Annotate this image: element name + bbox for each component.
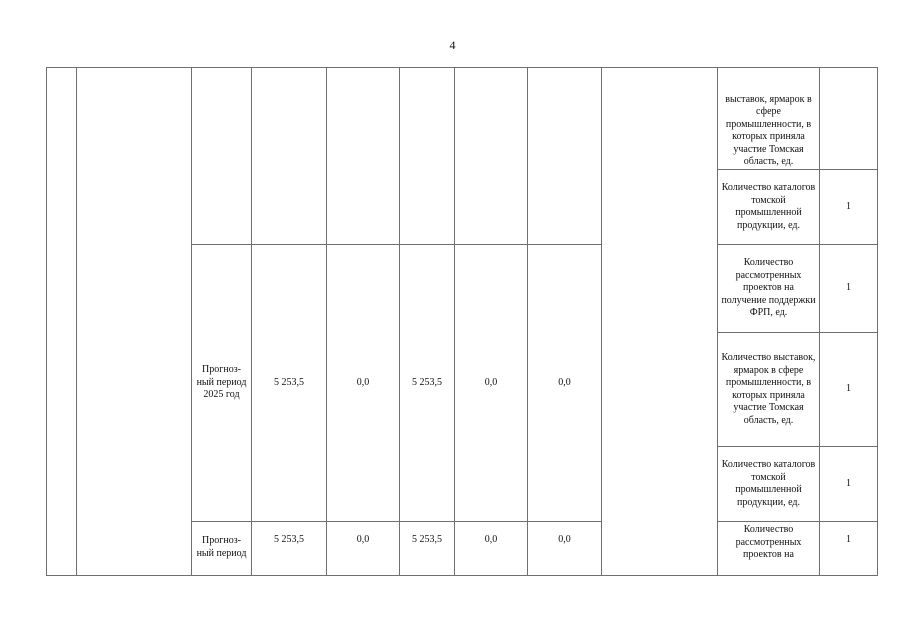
value-cell <box>455 245 528 522</box>
value: 0,0 <box>558 376 571 388</box>
indicator-value-cell <box>820 68 878 170</box>
period-label: Прогноз-ный период 2025 год <box>196 364 247 401</box>
value-cell <box>400 245 455 522</box>
indicator-exhibitions: Количество выставок, ярмарок в сфере промышленности, в которых приняла участие Томская область, ед. <box>721 352 816 426</box>
value-cell <box>528 522 602 576</box>
indicator-projects-cell <box>718 245 820 333</box>
page-number: 4 <box>449 38 456 52</box>
value-cell <box>455 68 528 245</box>
indicator-catalogs-cell <box>718 170 820 245</box>
total-value: 5 253,5 <box>274 376 304 388</box>
value: 0,0 <box>356 376 370 388</box>
value-cell <box>327 522 400 576</box>
indicator-value: 1 <box>846 200 851 212</box>
program-table <box>46 67 878 576</box>
indicator-cell <box>718 68 820 170</box>
total-cell <box>252 245 327 522</box>
period-label: Прогноз-ный период <box>196 535 247 559</box>
total-value: 5 253,5 <box>274 534 304 545</box>
value-cell <box>528 245 602 522</box>
value: 5 253,5 <box>412 376 442 388</box>
col-number-cell <box>47 68 77 576</box>
indicator-catalogs: Количество каталогов томской промышленной продукции, ед. <box>721 182 816 231</box>
indicator-projects-head: Количество рассмотренных проектов на <box>735 524 802 560</box>
indicator-value: 1 <box>846 383 851 395</box>
indicator-value-cell <box>820 333 878 447</box>
value-cell <box>400 522 455 576</box>
indicator-value-cell <box>820 245 878 333</box>
value: 0,0 <box>484 376 498 388</box>
value: 5 253,5 <box>412 534 442 545</box>
indicator-value-cell <box>820 522 878 576</box>
indicator-projects-cell <box>718 522 820 576</box>
indicator-value-cell <box>820 170 878 245</box>
value: 0,0 <box>558 534 571 545</box>
indicator-exhibitions-tail: выставок, ярмарок в сфере промышленности, в которых приняла участие Томская область, ед. <box>725 93 812 167</box>
value-cell <box>327 68 400 245</box>
indicator-catalogs: Количество каталогов томской промышленной продукции, ед. <box>721 459 816 508</box>
value: 0,0 <box>356 534 370 545</box>
value: 0,0 <box>484 534 498 545</box>
indicator-value-cell <box>820 447 878 522</box>
value-cell <box>528 68 602 245</box>
value-cell <box>327 245 400 522</box>
indicator-exhibitions-cell <box>718 333 820 447</box>
period-cell <box>192 68 252 245</box>
indicator-projects: Количество рассмотренных проектов на получение поддержки ФРП, ед. <box>721 257 816 319</box>
period-cell <box>192 522 252 576</box>
total-cell <box>252 522 327 576</box>
indicator-value: 1 <box>846 282 851 294</box>
value-cell <box>455 522 528 576</box>
indicator-catalogs-cell <box>718 447 820 522</box>
indicator-value: 1 <box>846 534 851 545</box>
indicator-value: 1 <box>846 477 851 489</box>
total-cell <box>252 68 327 245</box>
period-cell <box>192 245 252 522</box>
table-row <box>47 68 878 170</box>
col-name-cell <box>77 68 192 576</box>
value-cell <box>400 68 455 245</box>
executor-cell <box>602 68 718 576</box>
